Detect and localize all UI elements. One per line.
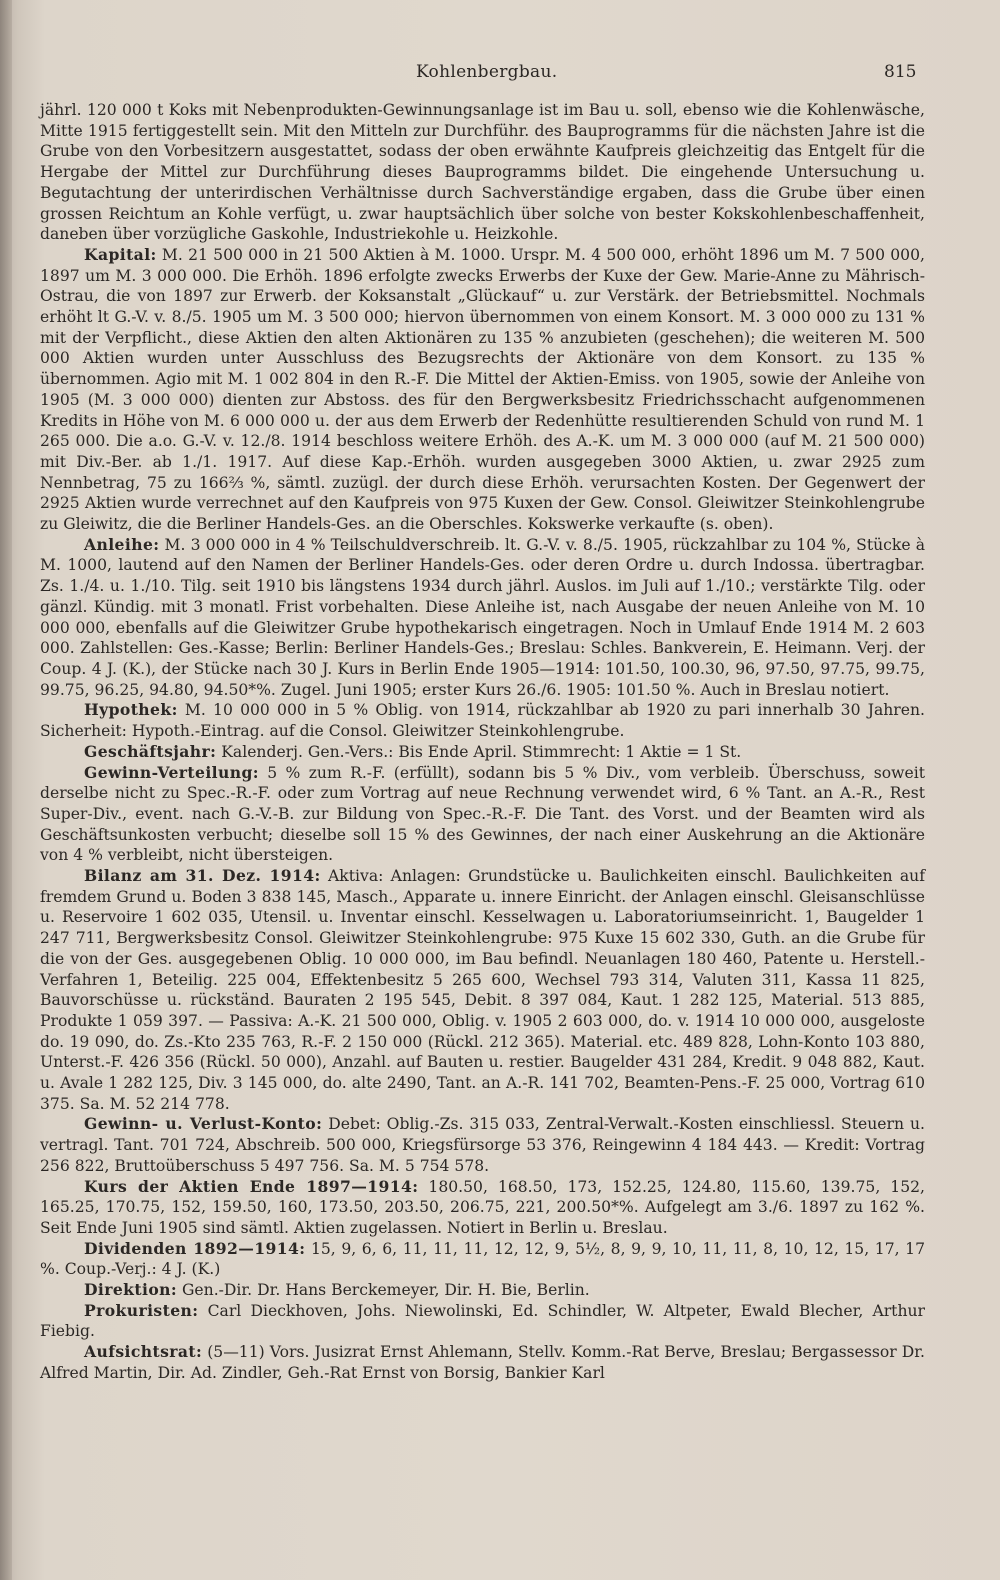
- page-binding-edge: [0, 0, 12, 1580]
- paragraph-aufsichtsrat: [40, 1342, 925, 1383]
- page-number: 815: [884, 62, 917, 82]
- paragraph-kapital: [40, 245, 925, 535]
- paragraph-direktion: [40, 1280, 925, 1301]
- paragraph-dividenden: [40, 1239, 925, 1280]
- paragraph-text: 5 % zum R.-F. (erfüllt), sodann bis 5 % Div., vom verbleib. Überschuss, soweit derselbe nicht zu Spec.-R.-F. oder zum Vortrag auf neue Rechnung verwendet wird, 6 % Tant. an A.-R., Rest Super-Div., event. nach G.-V.-B. zur Bildung von Spec.-R.-F. Die Tant. des Vorst. und der Beamten wird als Geschäftsunkosten verbucht; dieselbe soll 15 % des Gewinnes, der nach einer Auskehrung an die Aktionäre von 4 % verbleibt, nicht übersteigen.: [40, 763, 925, 865]
- paragraph-keyword: Direktion:: [84, 1280, 178, 1300]
- paragraph-text: M. 21 500 000 in 21 500 Aktien à M. 1000. Urspr. M. 4 500 000, erhöht 1896 um M. 7 500 000, 1897 um M. 3 000 000. Die Erhöh. 1896 erfolgte zwecks Erwerbs der Kuxe der Gew. Marie-Anne zu Mährisch-Ostrau, die von 1897 zur Erwerb. der Koksanstalt „Glückauf“ u. zur Verstärk. der Betriebsmittel. Nochmals erhöht lt G.-V. v. 8./5. 1905 um M. 3 500 000; hiervon übernommen von einem Konsort. M. 3 000 000 zu 131 % mit der Verpflicht., diese Aktien den alten Aktionären zu 135 % anzubieten (geschehen); die weiteren M. 500 000 Aktien wurden unter Ausschluss des Bezugsrechts der Aktionäre von dem Konsort. zu 135 % übernommen. Agio mit M. 1 002 804 in den R.-F. Die Mittel der Aktien-Emiss. von 1905, sowie der Anleihe von 1905 (M. 3 000 000) dienten zur Abstoss. des für den Bergwerksbesitz Friedrichsschacht aufgenommenen Kredits in Höhe von M. 6 000 000 u. der aus dem Erwerb der Redenhütte resultierenden Schuld von rund M. 1 265 000. Die a.o. G.-V. v. 12./8. 1914 beschloss weitere Erhöh. des A.-K. um M. 3 000 000 (auf M. 21 500 000) mit Div.-Ber. ab 1./1. 1917. Auf diese Kap.-Erhöh. wurden ausgegeben 3000 Aktien, u. zwar 2925 zum Nennbetrag, 75 zu 166⅔ %, sämtl. zuzügl. der durch diese Erhöh. verursachten Kosten. Der Gegenwert der 2925 Aktien wurde verrechnet auf den Kaufpreis von 975 Kuxen der Gew. Consol. Gleiwitzer Steinkohlengrube zu Gleiwitz, die die Berliner Handels-Ges. an die Oberschles. Kokswerke verkaufte (s. oben).: [40, 245, 925, 534]
- paragraph-text: Kalenderj. Gen.-Vers.: Bis Ende April. Stimmrecht: 1 Aktie = 1 St.: [216, 742, 742, 761]
- paragraph-text: Debet: Oblig.-Zs. 315 033, Zentral-Verwalt.-Kosten einschliessl. Steuern u. vertragl. Tant. 701 724, Abschreib. 500 000, Kriegsfürsorge 53 376, Reingewinn 4 184 443. — Kredit: Vortrag 256 822, Bruttoüberschuss 5 497 756. Sa. M. 5 754 578.: [40, 1115, 925, 1175]
- paragraph-text: M. 3 000 000 in 4 % Teilschuldverschreib. lt. G.-V. v. 8./5. 1905, rückzahlbar zu 104 %, Stücke à M. 1000, lautend auf den Namen der Berliner Handels-Ges. oder deren Ordre u. durch Indossa. übertragbar. Zs. 1./4. u. 1./10. Tilg. seit 1910 bis längstens 1934 durch jährl. Auslos. im Juli auf 1./10.; verstärkte Tilg. oder gänzl. Kündig. mit 3 monatl. Frist vorbehalten. Diese Anleihe ist, nach Ausgabe der neuen Anleihe von M. 10 000 000, ebenfalls auf die Gleiwitzer Grube hypothekarisch eingetragen. Noch in Umlauf Ende 1914 M. 2 603 000. Zahlstellen: Ges.-Kasse; Berlin: Berliner Handels-Ges.; Breslau: Schles. Bankverein, E. Heimann. Verj. der Coup. 4 J. (K.), der Stücke nach 30 J. Kurs in Berlin Ende 1905—1914: 101.50, 100.30, 96, 97.50, 97.75, 99.75, 99.75, 96.25, 94.80, 94.50*%. Zugel. Juni 1905; erster Kurs 26./6. 1905: 101.50 %. Auch in Breslau notiert.: [40, 535, 925, 699]
- paragraph-keyword: Kapital:: [84, 244, 157, 264]
- paragraph-text: M. 10 000 000 in 5 % Oblig. von 1914, rückzahlbar ab 1920 zu pari innerhalb 30 Jahren. Sicherheit: Hypoth.-Eintrag. auf die Consol. Gleiwitzer Steinkohlengrube.: [40, 701, 925, 741]
- paragraph-text: Gen.-Dir. Dr. Hans Berckemeyer, Dir. H. Bie, Berlin.: [177, 1281, 590, 1300]
- paragraph-text: Aktiva: Anlagen: Grundstücke u. Baulichkeiten einschl. Baulichkeiten auf fremdem Grund u. Boden 3 838 145, Masch., Apparate u. innere Einricht. der Anlagen einschl. Gleisanschlüsse u. Reservoire 1 602 035, Utensil. u. Inventar einschl. Kesselwagen u. Laboratoriumseinricht. 1, Baugelder 1 247 711, Bergwerksbesitz Consol. Gleiwitzer Steinkohlengrube: 975 Kuxe 15 602 330, Guth. an die Grube für die von der Ges. ausgegebenen Oblig. 10 000 000, im Bau befindl. Neuanlagen 180 460, Patente u. Herstell.-Verfahren 1, Beteilig. 225 004, Effektenbesitz 5 265 600, Wechsel 793 314, Valuten 311, Kassa 11 825, Bauvorschüsse u. rückständ. Bauraten 2 195 545, Debit. 8 397 084, Kaut. 1 282 125, Material. 513 885, Produkte 1 059 397. — Passiva: A.-K. 21 500 000, Oblig. v. 1905 2 603 000, do. v. 1914 10 000 000, ausgeloste do. 19 090, do. Zs.-Kto 235 763, R.-F. 2 150 000 (Rückl. 212 365). Material. etc. 489 828, Lohn-Konto 103 880, Unterst.-F. 426 356 (Rückl. 50 000), Anzahl. auf Bauten u. restier. Baugelder 431 284, Kredit. 9 048 882, Kaut. u. Avale 1 282 125, Div. 3 145 000, do. alte 2490, Tant. an A.-R. 141 702, Beamten-Pens.-F. 25 000, Vortrag 610 375. Sa. M. 52 214 778.: [40, 867, 925, 1113]
- paragraph-keyword: Geschäftsjahr:: [84, 741, 217, 761]
- paragraph-keyword: Hypothek:: [84, 700, 178, 720]
- paragraph-text: 180.50, 168.50, 173, 152.25, 124.80, 115.60, 139.75, 152, 165.25, 170.75, 152, 159.50, 160, 173.50, 203.50, 206.75, 221, 200.50*%. Aufgelegt am 3./6. 1897 zu 162 %. Seit Ende Juni 1905 sind sämtl. Aktien zugelassen. Notiert in Berlin u. Breslau.: [40, 1177, 926, 1237]
- paragraph-text: 15, 9, 6, 6, 11, 11, 11, 12, 12, 9, 5½, 8, 9, 9, 10, 11, 11, 8, 10, 12, 15, 17, 17 %. Coup.-Verj.: 4 J. (K.): [40, 1239, 925, 1279]
- paragraph-text: (5—11) Vors. Jusizrat Ernst Ahlemann, Stellv. Komm.-Rat Berve, Breslau; Bergassessor Dr. Alfred Martin, Dir. Ad. Zindler, Geh.-Rat Ernst von Borsig, Bankier Karl: [40, 1343, 925, 1382]
- paragraph-intro: [40, 100, 925, 245]
- running-title: Kohlenbergbau.: [416, 62, 558, 82]
- paragraph-keyword: Bilanz am 31. Dez. 1914:: [84, 866, 321, 886]
- article-body: [40, 100, 925, 1384]
- page-header: [0, 62, 1000, 86]
- paragraph-bilanz: [40, 866, 925, 1114]
- paragraph-text: Carl Dieckhoven, Johs. Niewolinski, Ed. Schindler, W. Altpeter, Ewald Blecher, Arthur Fiebig.: [40, 1301, 925, 1341]
- paragraph-keyword: Prokuristen:: [84, 1300, 199, 1320]
- paragraph-kurs: [40, 1177, 925, 1239]
- paragraph-keyword: Kurs der Aktien Ende 1897—1914:: [84, 1176, 419, 1196]
- paragraph-prokuristen: [40, 1301, 925, 1342]
- paragraph-keyword: Gewinn- u. Verlust-Konto:: [84, 1114, 323, 1134]
- paragraph-text: jährl. 120 000 t Koks mit Nebenprodukten-Gewinnungsanlage ist im Bau u. soll, ebenso wie die Kohlenwäsche, Mitte 1915 fertiggestellt sein. Mit den Mitteln zur Durchführ. des Bauprogramms für die nächsten Jahre ist die Grube von den Vorbesitzern ausgestattet, sodass der oben erwähnte Kaufpreis gleichzeitig das Entgelt für die Hergabe der Mittel zur Durchführung dieses Bauprogramms bildet. Die eingehende Untersuchung u. Begutachtung der unterirdischen Verhältnisse durch Sachverständige ergaben, dass die Grube über einen grossen Reichtum an Kohle verfügt, u. zwar hauptsächlich über solche von bester Kokskohlenbeschaffenheit, daneben über vorzügliche Gaskohle, Industriekohle u. Heizkohle.: [40, 101, 925, 244]
- paragraph-anleihe: [40, 535, 925, 701]
- paragraph-keyword: Anleihe:: [84, 534, 160, 554]
- paragraph-geschaeftsjahr: [40, 742, 925, 763]
- paragraph-gewinn-verlust: [40, 1114, 925, 1176]
- paragraph-keyword: Dividenden 1892—1914:: [84, 1238, 306, 1258]
- paragraph-hypothek: [40, 700, 925, 741]
- paragraph-keyword: Aufsichtsrat:: [84, 1342, 203, 1362]
- paragraph-gewinn-verteilung: [40, 763, 925, 867]
- paragraph-keyword: Gewinn-Verteilung:: [84, 762, 259, 782]
